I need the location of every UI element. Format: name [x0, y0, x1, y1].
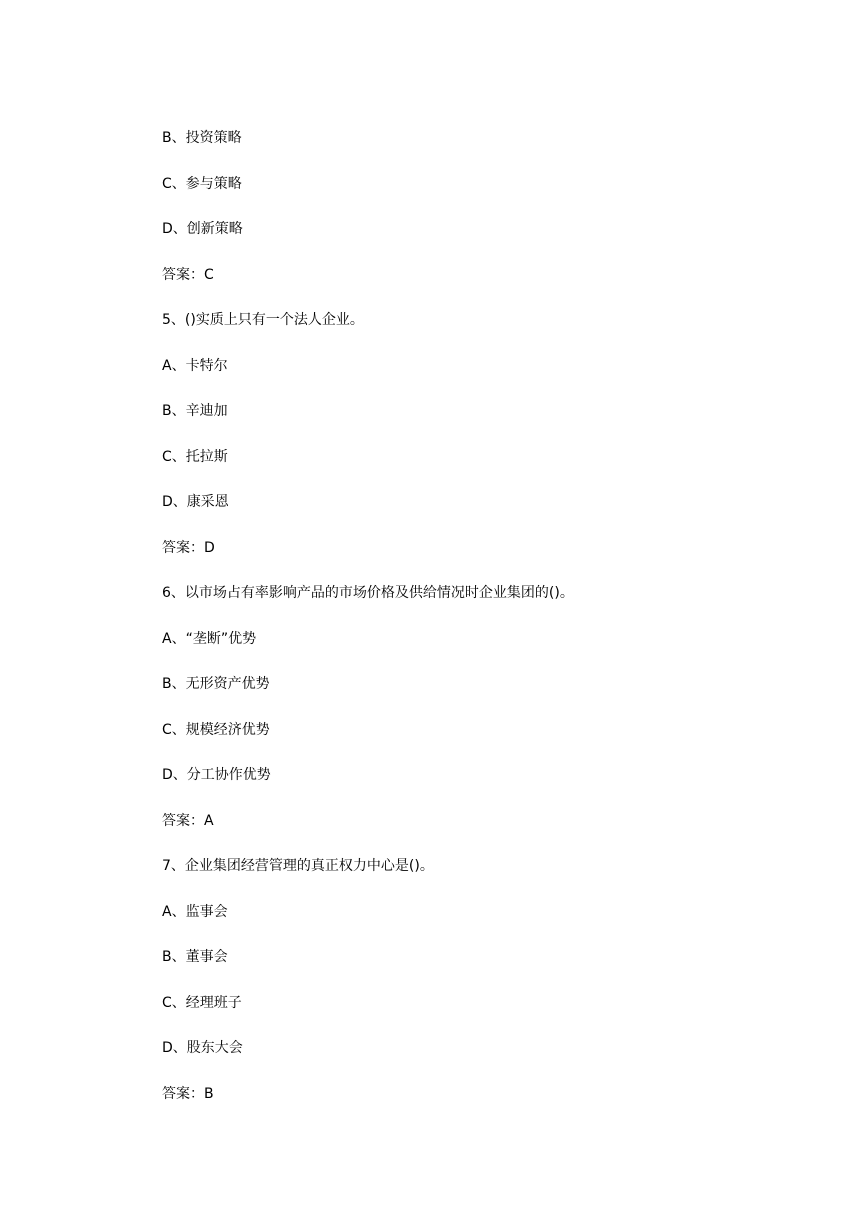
option-a-q6: A、“垄断”优势 — [162, 630, 257, 647]
answer-q4: 答案：C — [162, 266, 214, 283]
option-b-q7: B、董事会 — [162, 949, 228, 965]
answer-q6: 答案：A — [162, 812, 214, 829]
option-d-q6: D、分工协作优势 — [162, 767, 271, 783]
option-d-q7: D、股东大会 — [162, 1040, 243, 1056]
answer-q7: 答案：B — [162, 1085, 214, 1102]
option-c-q7: C、经理班子 — [162, 994, 242, 1011]
question-6: 6、以市场占有率影响产品的市场价格及供给情况时企业集团的()。 — [162, 585, 574, 601]
question-5: 5、()实质上只有一个法人企业。 — [162, 312, 364, 328]
option-a-q7: A、监事会 — [162, 903, 228, 920]
question-7: 7、企业集团经营管理的真正权力中心是()。 — [162, 858, 434, 874]
option-a-q5: A、卡特尔 — [162, 357, 228, 374]
option-b-q6: B、无形资产优势 — [162, 676, 270, 692]
option-b-q5: B、辛迪加 — [162, 403, 228, 419]
option-c-q6: C、规模经济优势 — [162, 721, 270, 738]
option-c-q5: C、托拉斯 — [162, 448, 228, 465]
option-b-q4: B、投资策略 — [162, 130, 242, 146]
option-d-q5: D、康采恩 — [162, 494, 229, 510]
document-content — [162, 128, 802, 1129]
answer-q5: 答案：D — [162, 539, 215, 556]
option-d-q4: D、创新策略 — [162, 221, 243, 237]
option-c-q4: C、参与策略 — [162, 175, 242, 192]
